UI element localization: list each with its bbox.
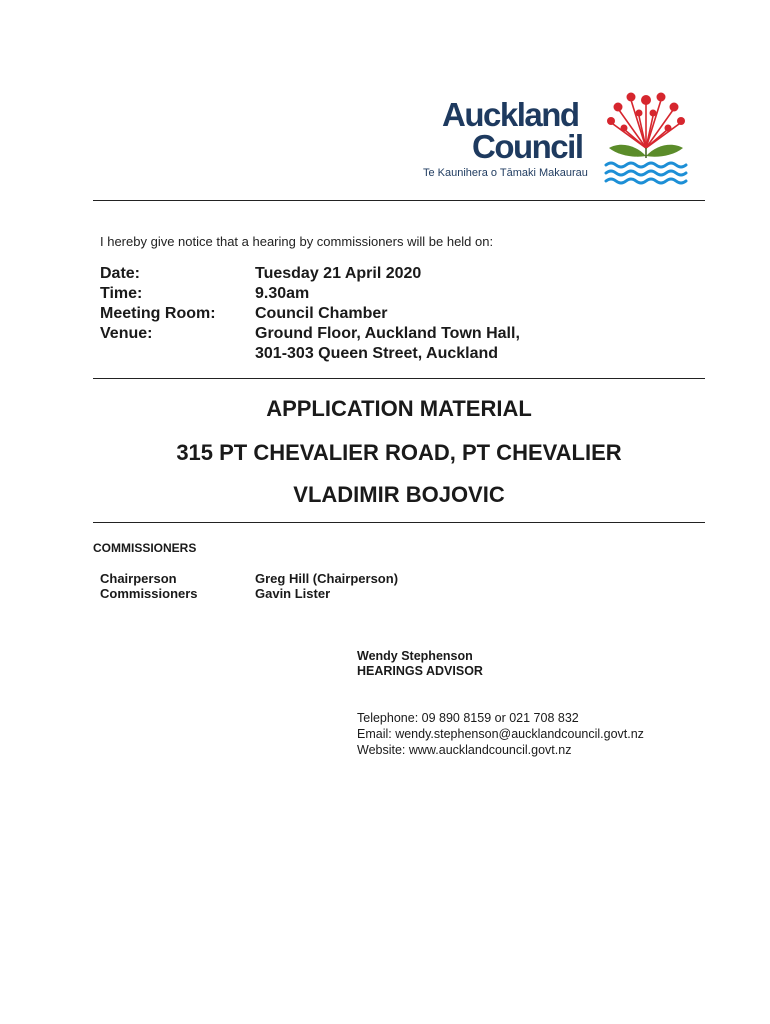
divider-middle: [93, 378, 705, 379]
detail-value: 301-303 Queen Street, Auckland: [255, 345, 499, 362]
commissioner-row: [100, 586, 398, 601]
hearings-advisor: [357, 649, 483, 679]
commissioner-name: Greg Hill (Chairperson): [255, 571, 399, 586]
detail-label: Date:: [100, 265, 141, 282]
heading-address: 315 PT CHEVALIER ROAD, PT CHEVALIER: [176, 440, 622, 465]
commissioners-title: COMMISSIONERS: [93, 541, 197, 555]
detail-value: Council Chamber: [255, 305, 388, 322]
contact-email[interactable]: Email: wendy.stephenson@aucklandcouncil.govt.nz: [357, 727, 644, 741]
commissioner-role: Chairperson: [100, 571, 177, 586]
commissioner-row: [100, 571, 398, 586]
commissioner-name: Gavin Lister: [255, 586, 331, 601]
detail-row-meeting-room: [100, 304, 520, 324]
detail-row-venue: [100, 324, 520, 344]
contact-website[interactable]: Website: www.aucklandcouncil.govt.nz: [357, 743, 572, 757]
commissioner-role: Commissioners: [100, 586, 198, 601]
heading-application-material: APPLICATION MATERIAL: [266, 396, 532, 421]
contact-details: [357, 710, 644, 758]
auckland-council-logo: [420, 90, 690, 190]
detail-label: [100, 344, 255, 364]
detail-label: Meeting Room:: [100, 305, 216, 322]
detail-value: Tuesday 21 April 2020: [255, 265, 422, 282]
pohutukawa-flower-icon: [603, 90, 690, 185]
detail-value: Ground Floor, Auckland Town Hall,: [255, 325, 520, 342]
detail-row-venue-cont: [100, 344, 520, 364]
advisor-title: HEARINGS ADVISOR: [357, 664, 483, 678]
contact-telephone: Telephone: 09 890 8159 or 021 708 832: [357, 711, 579, 725]
commissioners-list: [100, 571, 398, 601]
logo-tagline: Te Kaunihera o Tāmaki Makaurau: [423, 167, 588, 179]
detail-label: Time:: [100, 285, 143, 302]
divider-top: [93, 200, 705, 201]
detail-label: Venue:: [100, 325, 153, 342]
detail-value: 9.30am: [255, 285, 310, 302]
detail-row-date: [100, 264, 520, 284]
logo-word-auckland: Auckland: [442, 96, 579, 133]
advisor-name: Wendy Stephenson: [357, 649, 473, 663]
meeting-details: [100, 264, 520, 364]
heading-applicant: VLADIMIR BOJOVIC: [293, 482, 505, 507]
detail-row-time: [100, 284, 520, 304]
notice-intro: I hereby give notice that a hearing by commissioners will be held on:: [100, 234, 494, 249]
logo-word-council: Council: [472, 128, 583, 165]
divider-bottom: [93, 522, 705, 523]
